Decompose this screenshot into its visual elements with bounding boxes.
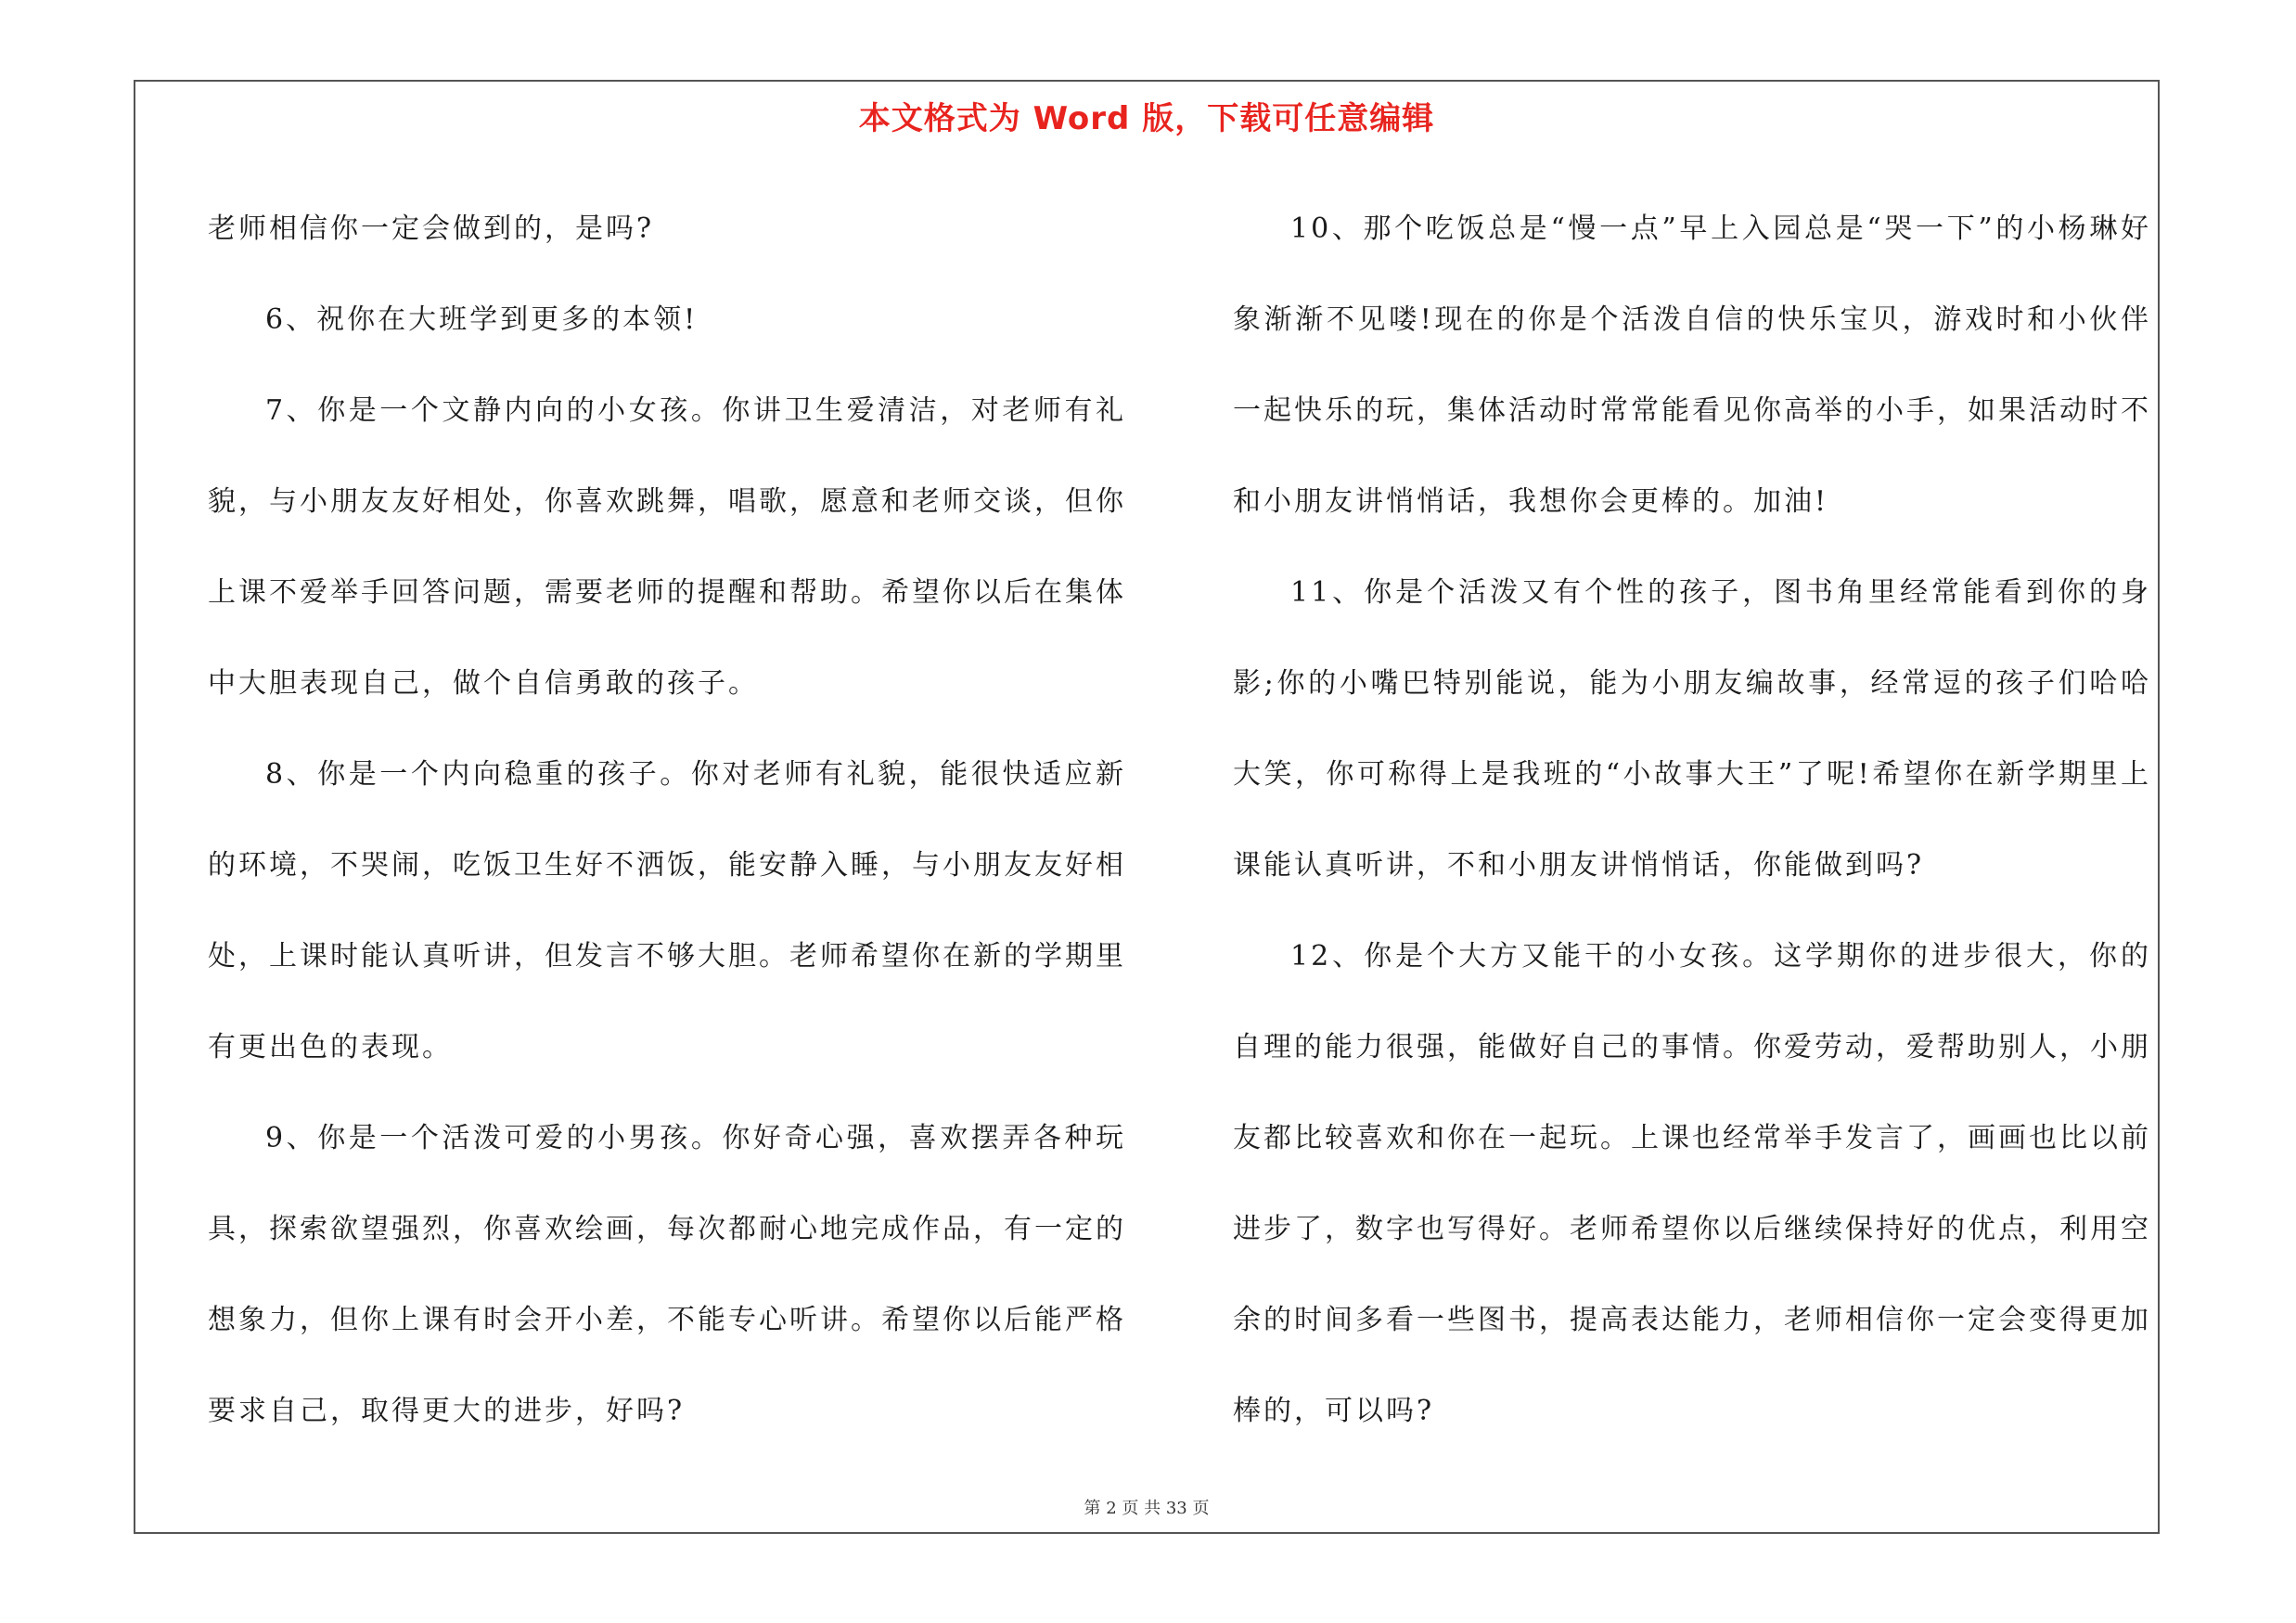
paragraph: 9、你是一个活泼可爱的小男孩。你好奇心强，喜欢摆弄各种玩具，探索欲望强烈，你喜欢绘画，每次都耐心地完成作品，有一定的想象力，但你上课有时会开小差，不能专心听讲。希望你以后能严格要求自己，取得更大的进步，好吗? <box>208 1122 1126 1427</box>
header-banner: 本文格式为 Word 版，下载可任意编辑 <box>858 100 1435 137</box>
paragraph: 7、你是一个文静内向的小女孩。你讲卫生爱清洁，对老师有礼貌，与小朋友友好相处，你喜欢跳舞，唱歌，愿意和老师交谈，但你上课不爱举手回答问题，需要老师的提醒和帮助。希望你以后在集体中大胆表现自己，做个自信勇敢的孩子。 <box>208 394 1126 700</box>
left-column <box>208 184 1126 1457</box>
paragraph: 10、那个吃饭总是“慢一点”早上入园总是“哭一下”的小杨琳好象渐渐不见喽!现在的你是个活泼自信的快乐宝贝，游戏时和小伙伴一起快乐的玩，集体活动时常常能看见你高举的小手，如果活动时不和小朋友讲悄悄话，我想你会更棒的。加油! <box>1233 213 2151 518</box>
right-column <box>1233 184 2151 1457</box>
paragraph: 老师相信你一定会做到的，是吗? <box>208 213 655 245</box>
page-number-footer: 第 2 页 共 33 页 <box>1084 1499 1210 1518</box>
page-frame <box>134 80 2160 1534</box>
paragraph: 8、你是一个内向稳重的孩子。你对老师有礼貌，能很快适应新的环境，不哭闹，吃饭卫生好不洒饭，能安静入睡，与小朋友友好相处，上课时能认真听讲，但发言不够大胆。老师希望你在新的学期里有更出色的表现。 <box>208 758 1126 1063</box>
paragraph: 12、你是个大方又能干的小女孩。这学期你的进步很大，你的自理的能力很强，能做好自己的事情。你爱劳动，爱帮助别人，小朋友都比较喜欢和你在一起玩。上课也经常举手发言了，画画也比以前进步了，数字也写得好。老师希望你以后继续保持好的优点，利用空余的时间多看一些图书，提高表达能力，老师相信你一定会变得更加棒的，可以吗? <box>1233 940 2151 1427</box>
paragraph: 6、祝你在大班学到更多的本领! <box>265 303 699 336</box>
paragraph: 11、你是个活泼又有个性的孩子，图书角里经常能看到你的身影;你的小嘴巴特别能说，能为小朋友编故事，经常逗的孩子们哈哈大笑，你可称得上是我班的“小故事大王”了呢!希望你在新学期里上课能认真听讲，不和小朋友讲悄悄话，你能做到吗? <box>1233 576 2151 882</box>
